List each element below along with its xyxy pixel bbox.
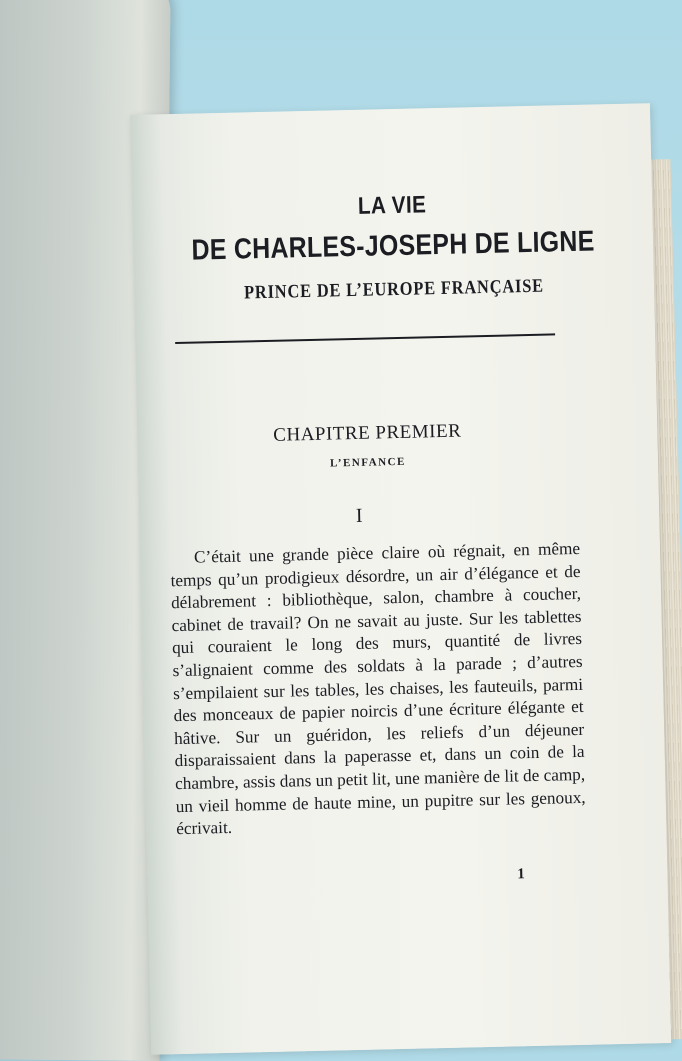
book-page (130, 103, 671, 1055)
body-text (170, 538, 587, 841)
paragraph: C’était une grande pièce claire où régnait, en même temps qu’un prodigieux désordre, un air d’élégance et de délabrement : bibliothèque, salon, chambre à coucher, cabinet de travail? On ne savait au juste. Sur les tablettes qui couraient le long des murs, quantité de livres s’alignaient comme des soldats à la parade ; d’autres s’empilaient sur les tables, les chaises, les fauteuils, parmi des monceaux de papier noircis d’une écriture élégante et hâtive. Sur un guéridon, les reliefs d’un déjeuner disparaissaient dans la paperasse et, dans un coin de la chambre, assis dans un petit lit, une manière de lit de camp, un vieil homme de haute mine, un pupitre sur les genoux, écrivait. (170, 538, 586, 839)
book-title-line-2: DE CHARLES-JOSEPH DE LIGNE (191, 225, 595, 267)
page-number: 1 (517, 866, 526, 883)
page-content (130, 103, 650, 883)
section-number: I (355, 504, 363, 527)
title-divider (175, 333, 555, 344)
book-subtitle: PRINCE DE L’EUROPE FRANÇAISE (243, 275, 545, 304)
chapter-subheading: L’ENFANCE (329, 455, 406, 470)
book-title-line-1: LA VIE (357, 191, 427, 220)
chapter-heading: CHAPITRE PREMIER (273, 420, 462, 446)
